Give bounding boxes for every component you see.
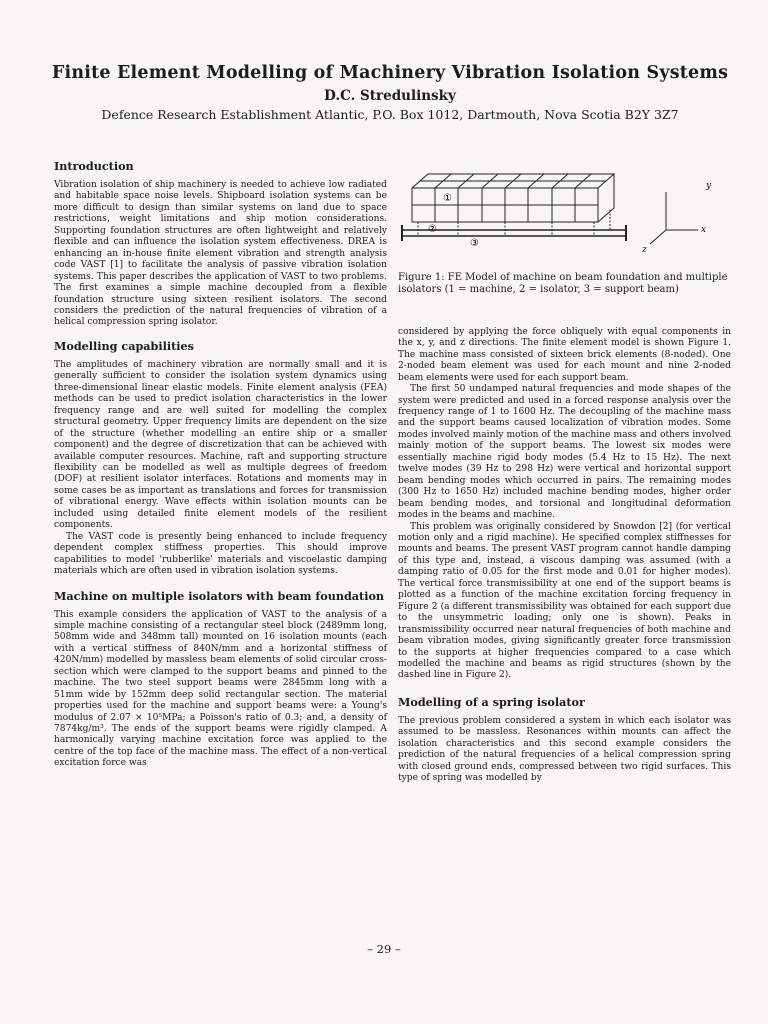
label-support-beam: ③ bbox=[470, 238, 479, 249]
introduction-heading: Introduction bbox=[54, 159, 134, 173]
z-axis-line bbox=[650, 230, 666, 244]
introduction-paragraph: Vibration isolation of ship machinery is needed to achieve low radiated and habitable space noise levels. Shipboard isolation systems can be more difficult to design than similar systems on land due to space restrictions, weight limitations and ship motion considerations. Supporting foundation structures are often lightweight and relatively flexible and can influence the isolation system effectiveness. DREA is enhancing an in-house finite element vibration and strength analysis code VAST [1] to facilitate the analysis of passive vibration isolation systems. This paper describes the application of VAST to two problems. The first examines a simple machine decoupled from a flexible foundation structure using sixteen resilient isolators. The second considers the prediction of the natural frequencies of vibration of a helical compression spring isolator. bbox=[54, 180, 387, 328]
affiliation: Defence Research Establishment Atlantic, P.O. Box 1012, Dartmouth, Nova Scotia B2Y 3Z7 bbox=[101, 107, 679, 122]
title-block bbox=[40, 62, 740, 123]
modelling-paragraph-2: The VAST code is presently being enhanced to include frequency dependent complex stiffness properties. This should improve capabilities to model 'rubberlike' materials and viscoelastic damping materials which are often used in vibration isolation systems. bbox=[54, 531, 387, 577]
label-machine: ① bbox=[443, 193, 452, 204]
paper-title: Finite Element Modelling of Machinery Vibration Isolation Systems bbox=[51, 63, 729, 83]
modelling-paragraph-1: The amplitudes of machinery vibration are normally small and it is generally sufficient to consider the isolation system dynamics using three-dimensional linear elastic models. Finite element analysis (FEA) methods can be used to predict isolation characteristics in the lower frequency range and are well suited for modelling the complex structural geometry. Upper frequency limits are dependent on the size of the structure (whether modelling an entire ship or a smaller component) and the degree of discretization that can be achieved with available computer resources. Machine, raft and supporting structure flexibility can be modelled as well as multiple degrees of freedom (DOF) at resilient isolator interfaces. Rotations and moments may in some cases be as important as translations and forces for transmission of vibrational energy. Wave effects within isolation mounts can be included using detailed finite element models of the resilient components. bbox=[54, 359, 387, 531]
figure-1 bbox=[398, 170, 731, 266]
axis-y-label: y bbox=[706, 181, 712, 191]
modelling-capabilities-heading: Modelling capabilities bbox=[54, 338, 194, 353]
machine-paragraph-1: This example considers the application of VAST to the analysis of a simple machine consisting of a rectangular steel block (2489mm long, 508mm wide and 348mm tall) mounted on 16 isolation mounts (each with a vertical stiffness of 840N/mm and a horizontal stiffness of 420N/mm) modelled by massless beam elements of solid circular cross-section which were clamped to the support beams and pinned to the machine. The two steel support beams were 2845mm long with a 51mm wide by 152mm deep solid rectangular section. The material properties used for the machine and support beams were: a Young's modulus of 2.07 × 10⁵MPa; a Poisson's ratio of 0.3; and, a density of 7874kg/m³. The ends of the support beams were rigidly clamped. A harmonically varying machine excitation force was applied to the centre of the top face of the machine mass. The effect of a non-vertical excitation force was bbox=[54, 609, 387, 769]
axis-z-label: z bbox=[642, 245, 647, 255]
right-paragraph-3: This problem was originally considered by Snowdon [2] (for vertical motion only and a rigid machine). He specified complex stiffnesses for mounts and beams. The present VAST program cannot handle damping of this type and, instead, a viscous damping was assumed (with a damping ratio of 0.05 for the first mode and 0.01 for higher modes). The vertical force transmissibility at one end of the support beams is plotted as a function of the machine excitation forcing frequency in Figure 2 (a different transmissibility was obtained for each support due to the unsymmetric loading; only one is shown). Peaks in transmissibility occurred near natural frequencies of both machine and beam vibration modes, giving significantly greater force transmission to the supports at higher frequencies compared to a case which modelled the machine and beams as rigid structures (shown by the dashed line in Figure 2). bbox=[398, 521, 731, 681]
machine-isolators-heading: Machine on multiple isolators with beam foundation bbox=[54, 588, 385, 603]
label-isolator: ② bbox=[428, 224, 437, 235]
right-column bbox=[398, 170, 731, 785]
right-paragraph-2: The first 50 undamped natural frequencies and mode shapes of the system were predicted and used in a forced response analysis over the frequency range of 1 to 1600 Hz. The decoupling of the machine mass and the support beams caused localization of vibration modes. Some modes involved mainly motion of the machine mass and others involved mainly motion of the support beams. The lowest six modes were essentially machine rigid body modes (5.4 Hz to 15 Hz). The next twelve modes (39 Hz to 298 Hz) were vertical and horizontal support beam bending modes which occurred in pairs. The remaining modes (300 Hz to 1650 Hz) included machine bending modes, higher order beam bending modes, and torsional and longitudinal deformation modes in the beams and machine. bbox=[398, 384, 731, 521]
figure-1-caption: Figure 1: FE Model of machine on beam foundation and multiple isolators (1 = machine, 2 = isolator, 3 = support beam) bbox=[398, 272, 728, 296]
spring-paragraph-1: The previous problem considered a system in which each isolator was assumed to be massless. Resonances within mounts can affect the isolation characteristics and this second example considers the prediction of the natural frequencies of a helical compression spring with closed ground ends, compressed between two rigid surfaces. This type of spring was modelled by bbox=[398, 715, 731, 784]
spring-isolator-heading: Modelling of a spring isolator bbox=[398, 694, 585, 709]
author: D.C. Stredulinsky bbox=[324, 88, 456, 104]
left-column bbox=[54, 160, 387, 770]
page-number: – 29 – bbox=[367, 942, 401, 956]
fe-model-drawing bbox=[398, 170, 731, 266]
axis-x-label: x bbox=[701, 225, 707, 235]
right-paragraph-1: considered by applying the force obliquely with equal components in the x, y, and z directions. The finite element model is shown Figure 1. The machine mass consisted of sixteen brick elements (8-noded). One 2-noded beam element was used for each mount and nine 2-noded beam elements were used for each support beam. bbox=[398, 326, 731, 383]
